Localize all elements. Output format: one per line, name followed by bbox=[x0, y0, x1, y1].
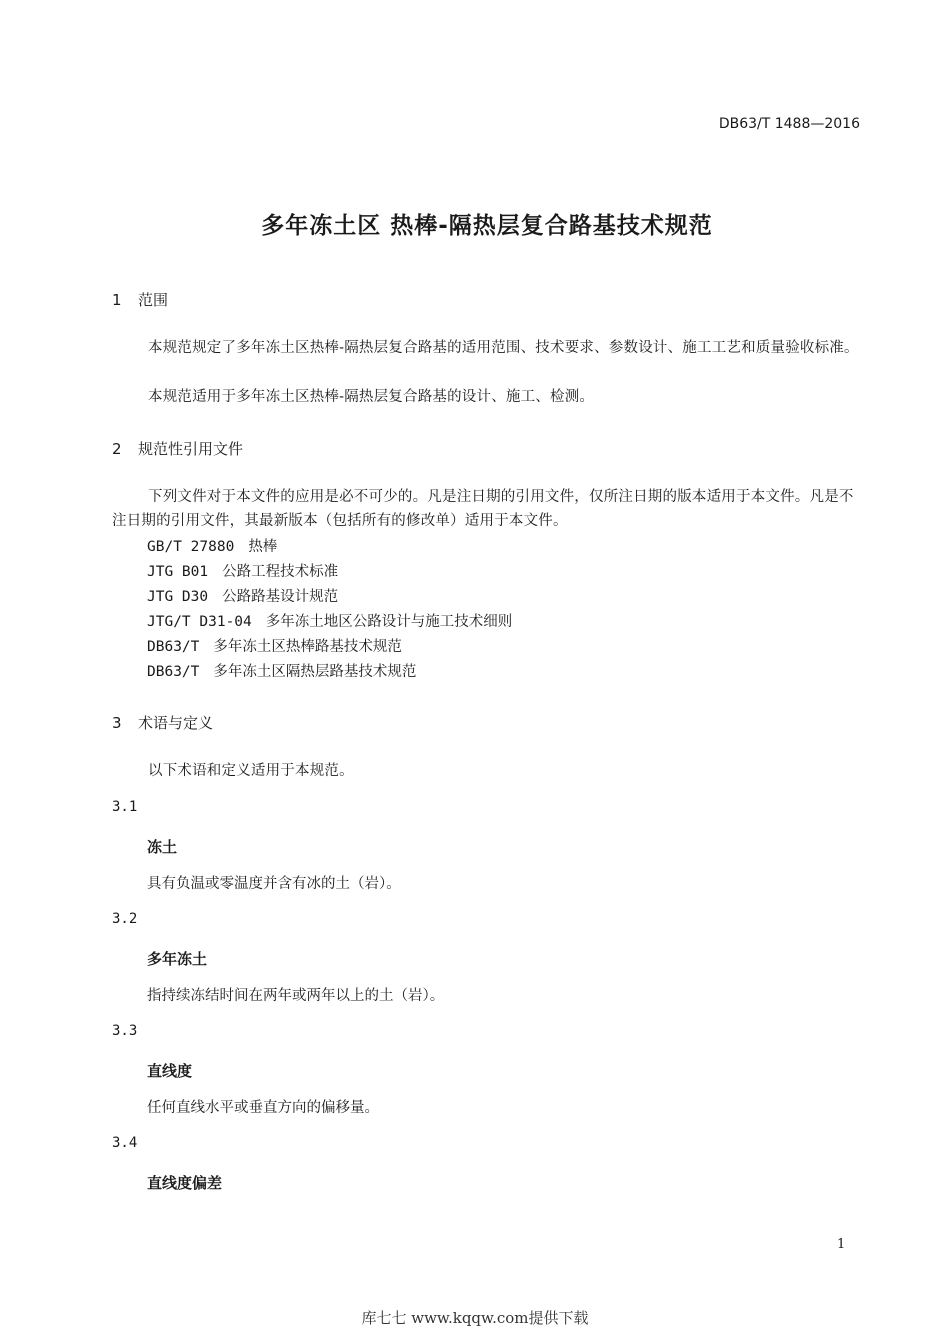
term-definition: 指持续冻结时间在两年或两年以上的土（岩）。 bbox=[147, 988, 445, 1004]
term-name: 冻土 bbox=[147, 838, 178, 856]
page-number: 1 bbox=[837, 1237, 846, 1252]
reference-item bbox=[147, 635, 402, 656]
term-number: 3.1 bbox=[112, 799, 138, 815]
section-3-heading bbox=[112, 712, 213, 733]
section-number: 2 bbox=[112, 440, 122, 458]
term-name: 直线度偏差 bbox=[147, 1174, 223, 1192]
term-number: 3.2 bbox=[112, 911, 138, 927]
section-title: 规范性引用文件 bbox=[138, 440, 244, 458]
term-definition: 任何直线水平或垂直方向的偏移量。 bbox=[147, 1100, 379, 1116]
reference-title: 多年冻土区热棒路基技术规范 bbox=[213, 639, 402, 655]
reference-item bbox=[147, 535, 277, 556]
section-1-paragraph-1: 本规范规定了多年冻土区热棒-隔热层复合路基的适用范围、技术要求、参数设计、施工工艺和质量验收标准。 bbox=[148, 340, 859, 356]
section-1-heading bbox=[112, 289, 168, 310]
reference-title: 公路工程技术标准 bbox=[222, 564, 339, 580]
reference-item bbox=[147, 560, 338, 581]
section-title: 术语与定义 bbox=[138, 714, 214, 732]
footer-watermark: 库七七 www.kqqw.com提供下载 bbox=[361, 1309, 589, 1327]
reference-item bbox=[147, 660, 416, 681]
section-title: 范围 bbox=[138, 291, 169, 309]
term-number: 3.4 bbox=[112, 1135, 138, 1151]
reference-code: DB63/T bbox=[147, 664, 200, 680]
reference-code: JTG B01 bbox=[147, 564, 209, 580]
reference-item bbox=[147, 610, 512, 631]
section-3-intro: 以下术语和定义适用于本规范。 bbox=[148, 763, 354, 779]
term-name: 直线度 bbox=[147, 1062, 193, 1080]
term-number: 3.3 bbox=[112, 1023, 138, 1039]
reference-title: 公路路基设计规范 bbox=[222, 589, 339, 605]
section-1-paragraph-2: 本规范适用于多年冻土区热棒-隔热层复合路基的设计、施工、检测。 bbox=[148, 389, 595, 405]
document-code: DB63/T 1488—2016 bbox=[718, 116, 860, 132]
reference-title: 多年冻土地区公路设计与施工技术细则 bbox=[265, 614, 513, 630]
term-definition: 具有负温或零温度并含有冰的土（岩）。 bbox=[147, 876, 401, 892]
document-title: 多年冻土区 热棒-隔热层复合路基技术规范 bbox=[261, 213, 713, 239]
reference-title: 多年冻土区隔热层路基技术规范 bbox=[213, 664, 417, 680]
section-number: 1 bbox=[112, 291, 122, 309]
reference-code: GB/T 27880 bbox=[147, 539, 235, 555]
section-2-heading bbox=[112, 438, 243, 459]
reference-code: JTG D30 bbox=[147, 589, 209, 605]
reference-code: DB63/T bbox=[147, 639, 200, 655]
section-number: 3 bbox=[112, 714, 122, 732]
reference-code: JTG/T D31-04 bbox=[147, 614, 252, 630]
term-name: 多年冻土 bbox=[147, 950, 208, 968]
section-2-paragraph-1: 下列文件对于本文件的应用是必不可少的。凡是注日期的引用文件，仅所注日期的版本适用于本文件。凡是不注日期的引用文件，其最新版本（包括所有的修改单）适用于本文件。 bbox=[112, 489, 854, 529]
reference-title: 热棒 bbox=[248, 539, 278, 555]
reference-item bbox=[147, 585, 338, 606]
